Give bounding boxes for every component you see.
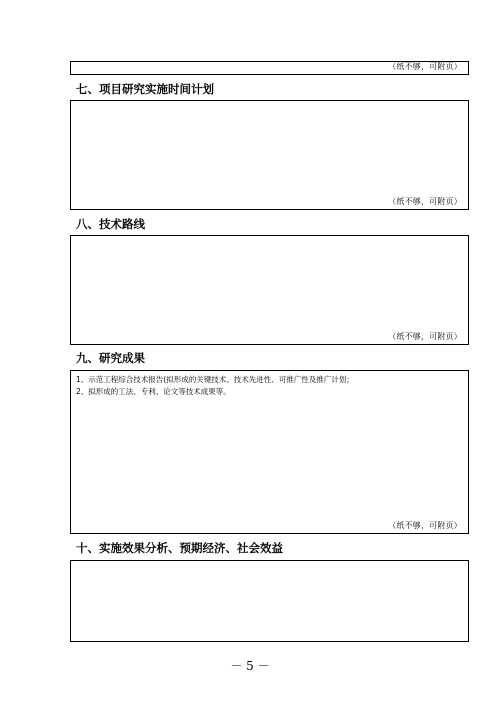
section-7-heading: 七、项目研究实施时间计划 — [76, 82, 214, 96]
attachment-note: （纸不够，可附页） — [388, 197, 462, 206]
section-8-box[interactable] — [70, 235, 469, 345]
section-top-box[interactable] — [70, 61, 469, 75]
attachment-note: （纸不够，可附页） — [388, 521, 462, 530]
content-line: 1、示范工程综合技术报告(拟形成的关键技术、技术先进性、可推广性及推广计划； — [76, 375, 354, 384]
section-10-box[interactable] — [70, 560, 469, 642]
section-7-box[interactable] — [70, 100, 469, 210]
section-9-box[interactable] — [70, 370, 469, 534]
attachment-note: （纸不够，可附页） — [388, 332, 462, 341]
content-line: 2、拟形成的工法、专利、论文等技术成果等。 — [76, 387, 231, 396]
section-9-heading: 九、研究成果 — [76, 351, 145, 365]
attachment-note: （纸不够，可附页） — [388, 62, 462, 71]
section-10-heading: 十、实施效果分析、预期经济、社会效益 — [76, 541, 283, 555]
page-number: － 5 － — [230, 659, 270, 673]
section-9-content — [76, 374, 354, 398]
section-8-heading: 八、技术路线 — [76, 217, 145, 231]
